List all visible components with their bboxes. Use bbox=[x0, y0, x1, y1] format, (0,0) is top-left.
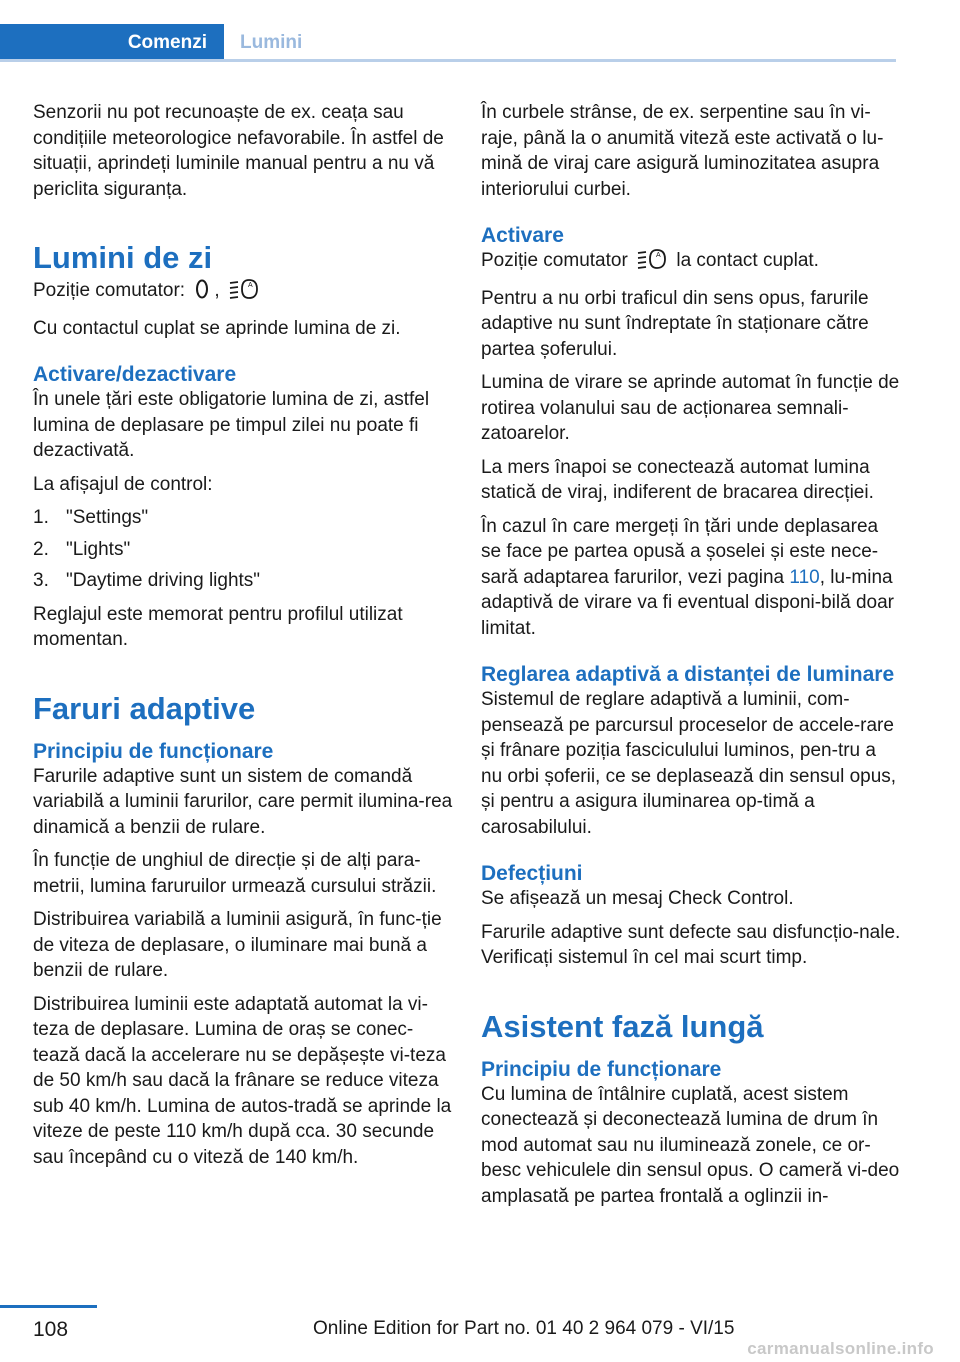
obligatory-paragraph: În unele țări este obligatorie lumina de zi, astfel lumina de deplasare pe timpul zilei nu poate fi dezactivată. bbox=[33, 389, 430, 461]
intro-paragraph: Senzorii nu pot recunoaște de ex. ceața sau condițiile meteorologice nefavorabile. În astfel de situații, aprindeți luminile manual pentru a nu vă periclita siguranța. bbox=[33, 102, 444, 200]
daylights-on-paragraph: Cu contactul cuplat se aprinde lumina de zi. bbox=[33, 317, 401, 339]
adaptive-paragraph-2: În funcție de unghiul de direcție și de alți para-metrii, lumina faruruilor urmează cursului străzii. bbox=[33, 850, 437, 897]
high-beam-paragraph: Cu lumina de întâlnire cuplată, acest sistem conectează și deconectează lumina de drum în mod automat sau nu iluminează zonele, ce or-besc vehiculele din sensul opus. O cameră vi-deo amplasată pe partea frontală a oglinzii in- bbox=[481, 1083, 900, 1207]
footer-rule bbox=[0, 1305, 97, 1308]
range-paragraph: Sistemul de reglare adaptivă a luminii, com-pensează pe parcursul proceselor de accele-rare și frânare poziția fasciculului luminos, pen-tru a nu orbi șoferii, ce se deplasează din sensul opus, și pentru a asigura iluminarea op-timă a carosabilului. bbox=[481, 689, 897, 838]
header-section-tab bbox=[0, 24, 224, 61]
adaptive-paragraph-1: Farurile adaptive sunt un sistem de comandă variabilă a luminii farurilor, care permit ilumina-rea dinamică a benzii de rulare. bbox=[33, 765, 453, 838]
svg-text:A: A bbox=[247, 282, 253, 289]
adaptive-paragraph-3: Distribuirea variabilă a luminii asigură, în func-ție de viteza de deplasare, o iluminare mai bună a benzii de rulare. bbox=[33, 909, 442, 981]
header-subsection-tab: Lumini bbox=[240, 32, 303, 53]
edition-info: Online Edition for Part no. 01 40 2 964 079 - VI/15 bbox=[313, 1318, 735, 1339]
traffic-paragraph: Pentru a nu orbi traficul din sens opus, farurile adaptive nu sunt îndreptate în staționare către partea șoferului. bbox=[481, 287, 869, 360]
faults-paragraph-1: Se afișează un mesaj Check Control. bbox=[481, 888, 794, 909]
list-item: 1. "Settings" bbox=[33, 507, 149, 528]
heading-principle-2: Principiu de funcționare bbox=[481, 1057, 722, 1081]
adaptive-paragraph-4: Distribuirea luminii este adaptată automat la vi-teza de deplasare. Lumina de oraș se conec-tează dacă la accelerare nu se depășește vi-teza de 50 km/h sau dacă la frânare se reduce viteza sub 40 km/h. Lumina de autos-tradă se aprinde la viteze de peste 110 km/h după cca. 30 secunde sau începând cu o viteză de 140 km/h. bbox=[33, 993, 452, 1168]
switch-position-line-right: Poziție comutator A la contact cuplat. bbox=[481, 248, 901, 278]
heading-daylights: Lumini de zi bbox=[33, 240, 213, 275]
left-column bbox=[33, 100, 453, 1178]
page-link-110[interactable]: 110 bbox=[789, 566, 820, 588]
switch-position-line bbox=[33, 278, 453, 308]
switch-separator: , bbox=[214, 280, 220, 301]
page-header bbox=[0, 0, 896, 62]
curves-paragraph: În curbele strânse, de ex. serpentine sau în vi-raje, până la o anumită viteză este activată o lu-mină de viraj care asigură luminozitatea asupra interiorului curbei. bbox=[481, 102, 884, 200]
reverse-paragraph: La mers înapoi se conectează automat lumina statică de viraj, indiferent de bracarea direcției. bbox=[481, 456, 874, 503]
header-section-label: Comenzi bbox=[127, 31, 207, 53]
right-column bbox=[481, 100, 901, 1217]
page-number: 108 bbox=[33, 1318, 69, 1341]
turn-light-paragraph: Lumina de virare se aprinde automat în funcție de rotirea volanului sau de acționarea semnali-zatoarelor. bbox=[481, 372, 900, 444]
light-switch-0-icon bbox=[194, 278, 210, 308]
faults-paragraph-2: Farurile adaptive sunt defecte sau disfuncțio-nale. Verificați sistemul în cel mai scurt timp. bbox=[481, 921, 901, 968]
heading-high-beam-assistant: Asistent fază lungă bbox=[481, 1008, 764, 1044]
svg-text:A: A bbox=[656, 252, 661, 259]
list-item: 3. "Daytime driving lights" bbox=[33, 570, 261, 591]
watermark-text: carmanualsonline.info bbox=[747, 1339, 934, 1358]
heading-adaptive-headlights: Faruri adaptive bbox=[33, 690, 256, 726]
header-rule bbox=[0, 59, 896, 62]
heading-faults: Defecțiuni bbox=[481, 862, 583, 885]
switch-position-label: Poziție comutator: bbox=[33, 280, 186, 301]
headlight-auto-icon bbox=[229, 278, 259, 308]
list-item: 2. "Lights" bbox=[33, 538, 131, 560]
heading-activation: Activare/dezactivare bbox=[33, 363, 237, 386]
steps-list bbox=[33, 505, 453, 594]
heading-principle: Principiu de funcționare bbox=[33, 739, 274, 763]
headlight-auto-icon bbox=[637, 248, 667, 278]
saved-paragraph: Reglajul este memorat pentru profilul utilizat momentan. bbox=[33, 603, 403, 650]
control-display-paragraph: La afișajul de control: bbox=[33, 473, 213, 495]
countries-paragraph: În cazul în care mergeți în țări unde deplasarea se face pe partea opusă a șoselei și este nece-sară adaptarea farurilor, vezi pagina 110, lu-mina adaptivă de virare va fi eventual disponi-bilă doar limitat. bbox=[481, 515, 894, 639]
heading-range-control: Reglarea adaptivă a distanței de luminare bbox=[481, 663, 895, 686]
heading-activare: Activare bbox=[481, 224, 564, 247]
